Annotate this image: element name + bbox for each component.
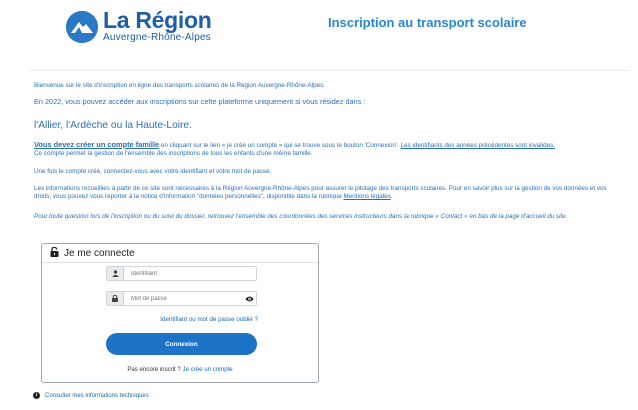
- page-header: [0, 0, 638, 62]
- after-create-text: Une fois le compte créé, connectez-vous avec votre identifiant et votre mot de passe.: [34, 168, 272, 175]
- departments-text: l'Allier, l'Ardèche ou la Haute-Loire.: [34, 120, 192, 131]
- data-info-body: Les informations recueillies à partir de ce site sont nécessaires à la Région Auvergne-Rhône-Alpes pour assurer le pilotage des transports scolaires. Pour en savoir plus sur la gestion de vos données et vos droits, vous pouvez vous reporter à la notice d'information "données personnelles", disponible dans la rubrique: [34, 185, 607, 201]
- username-field[interactable]: [106, 266, 257, 281]
- legal-mentions-link[interactable]: Mentions légales: [343, 193, 391, 201]
- signup-row: [42, 366, 318, 373]
- info-icon: i: [33, 392, 40, 399]
- create-account-link[interactable]: Je crée un compte: [182, 366, 233, 373]
- show-password-eye-icon[interactable]: [242, 296, 256, 302]
- invalid-credentials-link[interactable]: Les identifiants des années précédentes sont invalides.: [400, 142, 556, 149]
- contact-info-text: Pour toute question lors de l'inscription ou du suivi du dossier, retrouvez l'ensemble des coordonnées des services instructeurs dans la rubrique « Contact » en bas de la page d'accueil du site.: [34, 213, 568, 220]
- lock-icon: [107, 292, 124, 305]
- signup-prompt: Pas encore inscrit ?: [127, 366, 181, 373]
- login-card-header: [42, 244, 318, 263]
- login-button[interactable]: Connexion: [106, 333, 257, 355]
- header-divider: [30, 70, 630, 71]
- data-info-text: [34, 185, 624, 202]
- account-notice: [34, 141, 624, 159]
- logo-title: La Région: [103, 7, 212, 33]
- tech-info-link[interactable]: Consulter mes informations techniques: [45, 392, 149, 399]
- user-icon: [107, 267, 124, 280]
- username-input[interactable]: [124, 271, 256, 277]
- account-text: en cliquant sur le lien « je crée un compte » qui se trouve sous le bouton 'Connexion'.: [159, 142, 401, 149]
- password-field[interactable]: [106, 291, 257, 306]
- mountain-logo-icon: [66, 11, 98, 43]
- welcome-text: Bienvenue sur le site d'inscription en ligne des transports scolaires de la Région Auvergne-Rhône-Alpes.: [34, 82, 326, 89]
- unlock-icon: [50, 244, 59, 262]
- login-card: [41, 243, 319, 383]
- forgot-credentials-link[interactable]: Identifiant ou mot de passe oublié ?: [160, 316, 258, 323]
- page-title: Inscription au transport scolaire: [328, 15, 527, 30]
- data-info-end: .: [390, 193, 393, 201]
- tech-info-row[interactable]: [33, 392, 149, 399]
- region-logo[interactable]: [66, 9, 211, 44]
- login-title: Je me connecte: [64, 247, 135, 259]
- logo-subtitle: Auvergne-Rhône-Alpes: [103, 32, 211, 43]
- account-line2: Ce compte permet la gestion de l'ensemble des inscriptions de tous les enfants d'une même famille.: [34, 150, 313, 158]
- account-bold-text: Vous devez créer un compte famille: [34, 140, 160, 149]
- year-notice: En 2022, vous pouvez accéder aux inscriptions sur cette plateforme uniquement si vous résidez dans :: [34, 97, 366, 106]
- password-input[interactable]: [124, 296, 242, 302]
